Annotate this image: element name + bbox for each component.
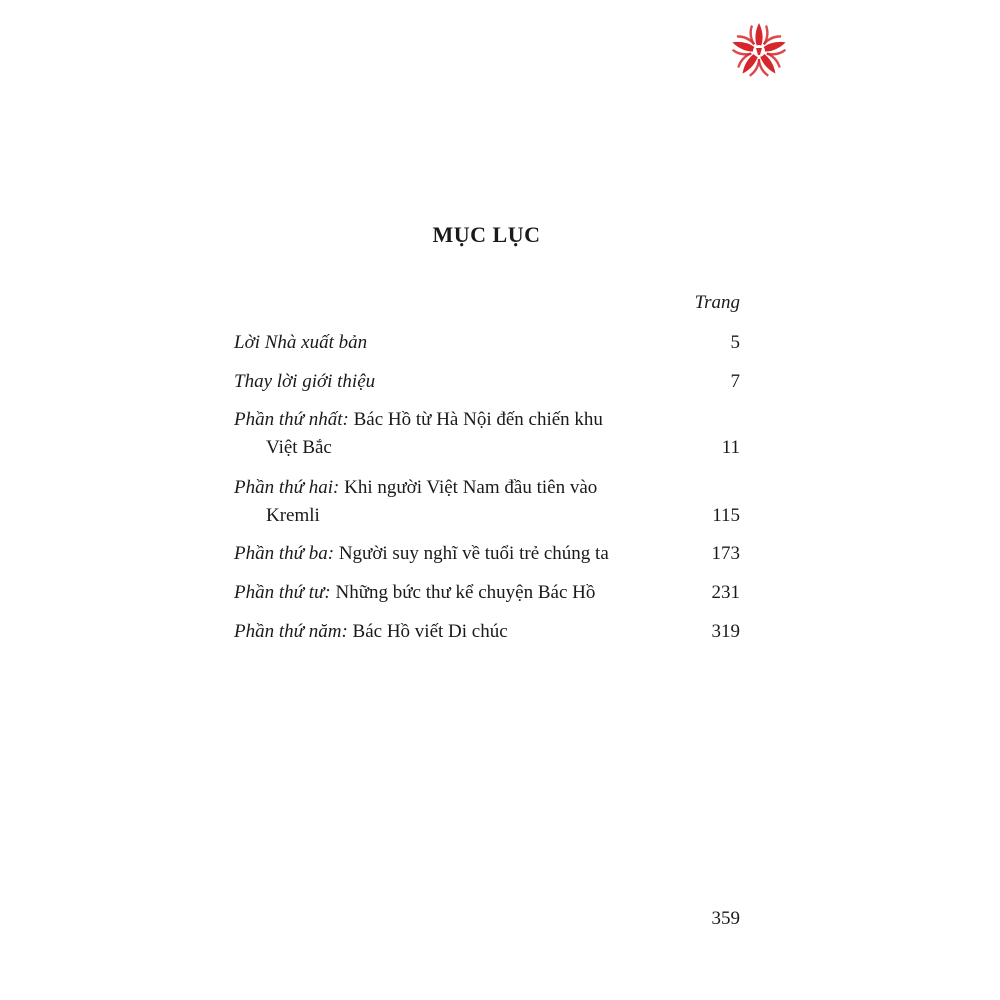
entry-label: Phần thứ nhất:: [234, 409, 349, 430]
entry-label: Phần thứ hai:: [234, 477, 340, 498]
toc-entry[interactable]: [234, 474, 740, 530]
entry-continuation: Kremli: [266, 505, 320, 526]
toc-entry[interactable]: [234, 540, 740, 568]
toc-entry[interactable]: [234, 406, 740, 462]
entry-label: Phần thứ tư:: [234, 582, 331, 603]
page-column-label: Trang: [694, 292, 740, 313]
entry-page-number: 11: [721, 437, 740, 458]
publisher-star-emblem-icon: [729, 22, 789, 80]
entry-title: Người suy nghĩ về tuổi trẻ chúng ta: [334, 543, 609, 564]
entry-label: Phần thứ năm:: [234, 621, 348, 642]
entry-title: Khi người Việt Nam đầu tiên vào: [339, 477, 598, 498]
entry-page-number: 5: [730, 332, 740, 353]
entry-page-number: 319: [711, 621, 740, 642]
toc-entry[interactable]: [234, 618, 740, 646]
entry-title: Bác Hồ viết Di chúc: [347, 621, 508, 642]
entry-page-number: 231: [711, 582, 740, 603]
entry-label: Lời Nhà xuất bản: [234, 332, 368, 353]
toc-entry[interactable]: [234, 368, 740, 396]
entry-title: Bác Hồ từ Hà Nội đến chiến khu: [348, 409, 603, 430]
toc-entry[interactable]: [234, 579, 740, 607]
entry-page-number: 173: [711, 543, 740, 564]
toc-entry[interactable]: [234, 329, 740, 357]
page-title: MỤC LỤC: [432, 222, 541, 247]
entry-continuation: Việt Bắc: [266, 437, 332, 458]
entry-label: Thay lời giới thiệu: [234, 371, 376, 392]
entry-label: Phần thứ ba:: [234, 543, 335, 564]
entry-title: Những bức thư kể chuyện Bác Hồ: [330, 582, 596, 603]
page-folio-number: 359: [711, 908, 740, 929]
entry-page-number: 115: [712, 505, 740, 526]
entry-page-number: 7: [730, 371, 740, 392]
